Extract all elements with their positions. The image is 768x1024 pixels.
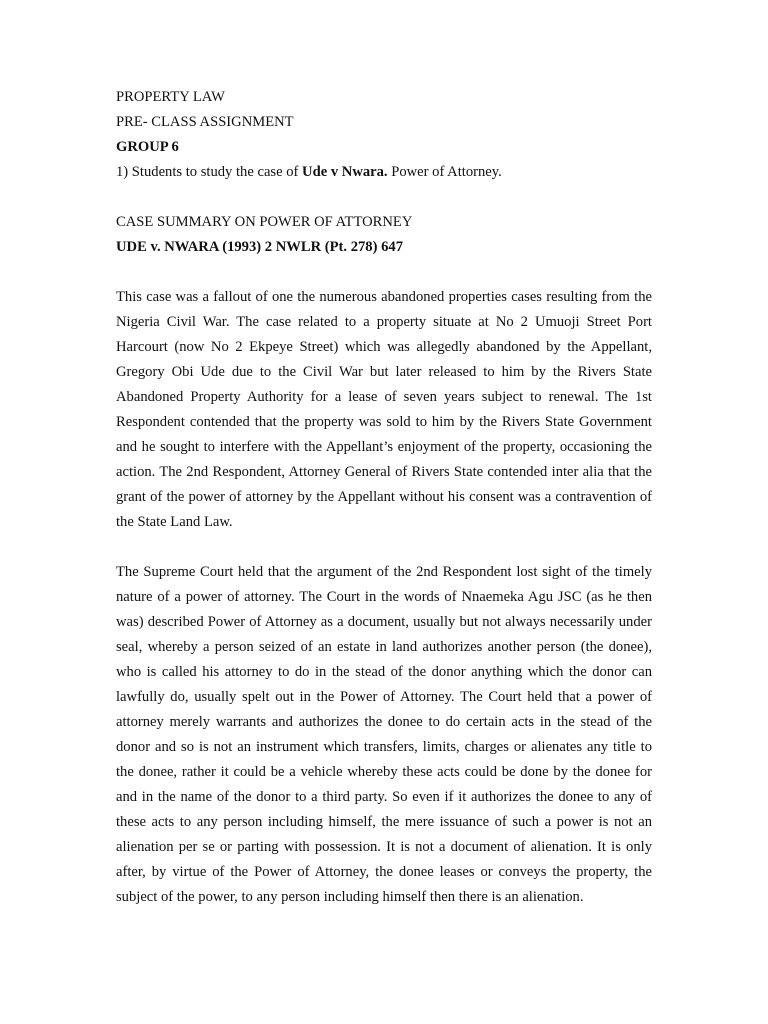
- document-body: [116, 85, 652, 910]
- task-case-name: Ude v Nwara.: [302, 164, 388, 180]
- task-prefix: 1) Students to study the case of: [116, 164, 303, 180]
- task-suffix: Power of Attorney.: [387, 164, 502, 180]
- spacer: [116, 535, 652, 560]
- group-label: GROUP 6: [116, 139, 179, 155]
- paragraph-facts: This case was a fallout of one the numerous abandoned properties cases resulting from the Nigeria Civil War. The case related to a property situate at No 2 Umuoji Street Port Harcourt (now No 2 Ekpeye Street) which was allegedly abandoned by the Appellant, Gregory Obi Ude due to the Civil War but later released to him by the Rivers State Abandoned Property Authority for a lease of seven years subject to renewal. The 1st Respondent contended that the property was sold to him by the Rivers State Government and he sought to interfere with the Appellant’s enjoyment of the property, occasioning the action. The 2nd Respondent, Attorney General of Rivers State contended inter alia that the grant of the power of attorney by the Appellant without his consent was a contravention of the State Land Law.: [116, 289, 652, 530]
- spacer: [116, 185, 652, 210]
- spacer: [116, 260, 652, 285]
- course-title: PROPERTY LAW: [116, 89, 225, 105]
- case-citation: UDE v. NWARA (1993) 2 NWLR (Pt. 278) 647: [116, 239, 403, 255]
- summary-heading: CASE SUMMARY ON POWER OF ATTORNEY: [116, 214, 413, 230]
- assignment-title: PRE- CLASS ASSIGNMENT: [116, 114, 294, 130]
- paragraph-holding: The Supreme Court held that the argument of the 2nd Respondent lost sight of the timely nature of a power of attorney. The Court in the words of Nnaemeka Agu JSC (as he then was) described Power of Attorney as a document, usually but not always necessarily under seal, whereby a person seized of an estate in land authorizes another person (the donee), who is called his attorney to do in the stead of the donor anything which the donor can lawfully do, usually spelt out in the Power of Attorney. The Court held that a power of attorney merely warrants and authorizes the donee to do certain acts in the stead of the donor and so is not an instrument which transfers, limits, charges or alienates any title to the donee, rather it could be a vehicle whereby these acts could be done by the donee for and in the name of the donor to a third party. So even if it authorizes the donee to any of these acts to any person including himself, the mere issuance of such a power is not an alienation per se or parting with possession. It is not a document of alienation. It is only after, by virtue of the Power of Attorney, the donee leases or conveys the property, the subject of the power, to any person including himself then there is an alienation.: [116, 564, 652, 905]
- task-line: [116, 160, 652, 185]
